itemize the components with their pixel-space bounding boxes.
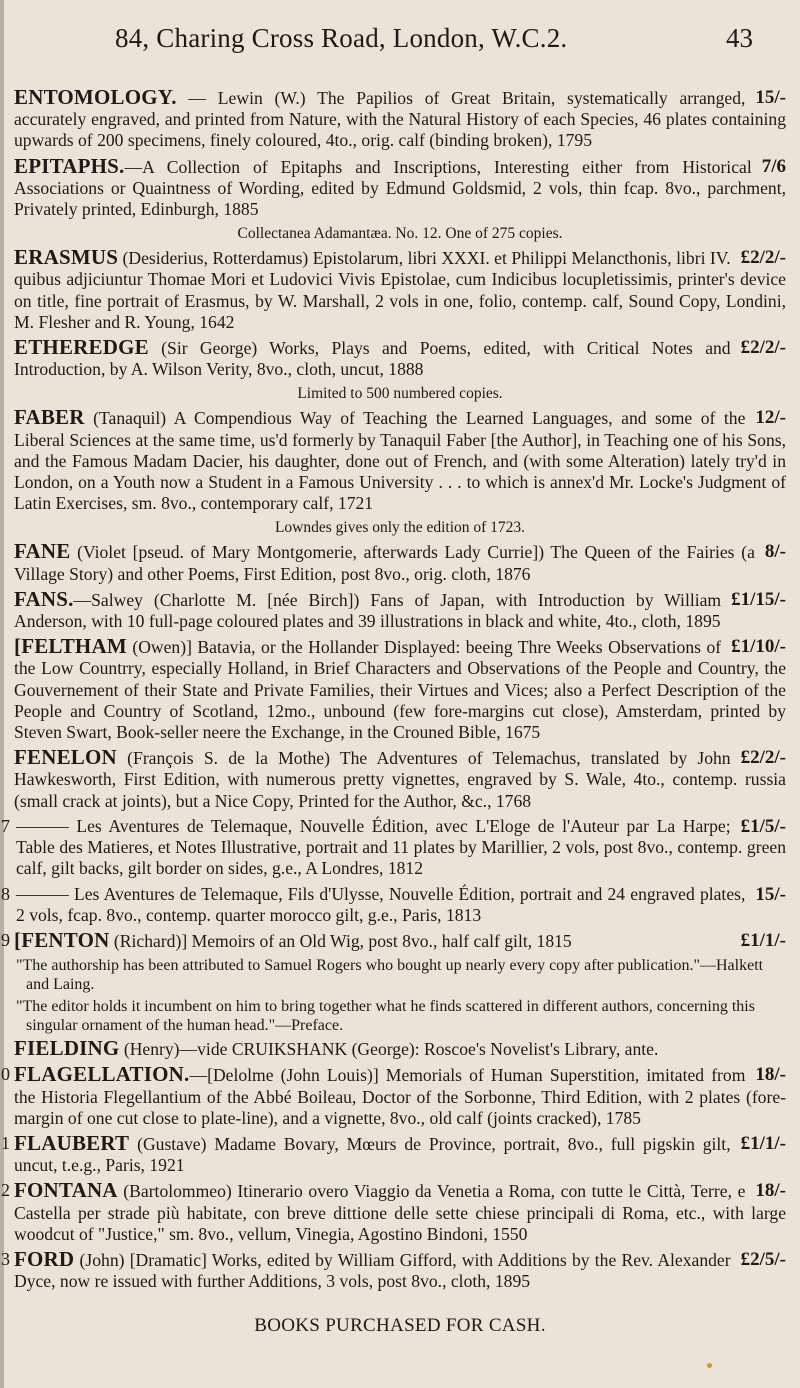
entry-description: (Desiderius, Rotterdamus) Epistolarum, libri XXXI. et Philippi Melancthonis, libri IV. quibus adjiciuntur Thomae Mori et Ludovici Vivis Epistolae, cum Indicibus locupletissimis, printer's device on title, fine portrait of Erasmus, by W. Marshall, 2 vols in one, folio, contemp. calf, Sound Copy, Londini, M. Flesher and R. Young, 1642 [14, 248, 786, 332]
entry-description: (Owen)] Batavia, or the Hollander Displayed: beeing Thre Weeks Observations of the Low Countrry, especially Holland, in Brief Characters and Observations of the People and Country, the Gouvernement of their State and Private Families, their Virtues and Vices; also a Perfect Description of the People and Country of Scotland, 12mo., unbound (few fore-margins cut close), Amsterdam, printed by Steven Swart, Book-seller neere the Exchange, in the Crouned Bible, 1675 [14, 637, 786, 743]
entry-price: 18/- [755, 1180, 786, 1202]
entry-heading: [FELTHAM [14, 634, 127, 659]
entry-description: (François S. de la Mothe) The Adventures of Telemachus, translated by John Hawkesworth, First Edition, with numerous pretty vignettes, engraved by S. Wale, 4to., contemp. russia (small crack at joints), but a Nice Copy, Printed for the Author, &c., 1768 [14, 748, 786, 811]
entry-price: 12/- [755, 407, 786, 429]
entry-description: (Gustave) Madame Bovary, Mœurs de Province, portrait, 8vo., full pigskin gilt, uncut, t.e.g., Paris, 1921 [14, 1133, 731, 1176]
catalogue-entry [14, 407, 786, 514]
entry-price: £2/2/- [740, 337, 786, 359]
catalogue-entry [14, 87, 786, 152]
page-number: 43 [726, 23, 753, 53]
entry-price: £2/2/- [740, 747, 786, 769]
running-header [0, 0, 800, 87]
margin-number: 7 [1, 815, 10, 836]
entry-description: ——— Les Aventures de Telemaque, Fils d'Ulysse, Nouvelle Édition, portrait and 24 engraved plates, 2 vols, fcap. 8vo., contemp. quarter morocco gilt, g.e., Paris, 1813 [16, 883, 746, 925]
catalogue-entry [1, 1178, 786, 1245]
header-address: 84, Charing Cross Road, London, W.C.2. [115, 23, 568, 53]
entry-price: 8/- [764, 541, 786, 563]
entry-price: 18/- [755, 1064, 786, 1086]
entry-heading: ENTOMOLOGY. [14, 85, 177, 109]
entry-description: (John) [Dramatic] Works, edited by William Gifford, with Additions by the Rev. Alexander Dyce, now re issued with further Additions, 3 vols, post 8vo., cloth, 1895 [14, 1249, 731, 1292]
catalogue-entry [1, 1130, 786, 1176]
entry-quote: "The authorship has been attributed to Samuel Rogers who bought up nearly every copy after publication."—Halkett and Laing. [16, 957, 764, 994]
entry-price: 15/- [755, 883, 786, 905]
catalogue-listing [1, 85, 786, 1292]
entry-description: ——— Les Aventures de Telemaque, Nouvelle Édition, avec L'Eloge de l'Auteur par La Harpe; Table des Matieres, et Notes Illustrative, portrait and 11 plates by Marillier, 2 vols, post 8vo., contemp. green calf, gilt backs, gilt border on sides, g.e., A Londres, 1812 [16, 815, 786, 879]
entry-description: —Salwey (Charlotte M. [née Birch]) Fans of Japan, with Introduction by William Anderson, with 10 full-page coloured plates and 39 illustrations in black and white, 4to., cloth, 1895 [14, 589, 722, 632]
entry-description: (Richard)] Memoirs of an Old Wig, post 8vo., half calf gilt, 1815 [109, 930, 572, 951]
catalogue-entry [1, 883, 786, 926]
margin-number: 0 [1, 1064, 10, 1085]
entry-description: — Lewin (W.) The Papilios of Great Britain, systematically arranged, accurately engraved, and printed from Nature, with the Natural History of each Species, 46 plates containing upwards of 200 specimens, finely coloured, 4to., orig. calf (binding broken), 1795 [14, 88, 786, 151]
margin-number: 1 [1, 1132, 10, 1153]
entry-heading: FIELDING [14, 1036, 120, 1061]
entry-price: £1/10/- [731, 636, 786, 658]
entry-heading: FLAUBERT [14, 1130, 130, 1155]
entry-heading: ETHEREDGE [14, 335, 149, 360]
catalogue-entry [14, 1038, 786, 1060]
entry-heading: FENELON [14, 745, 117, 770]
catalogue-entry [1, 1246, 786, 1292]
entry-price: £2/5/- [740, 1248, 786, 1270]
entry-price: £1/15/- [731, 588, 786, 610]
entry-price: £2/2/- [740, 247, 786, 269]
entry-description: —A Collection of Epitaphs and Inscriptions, Interesting either from Historical Associations or Quaintness of Wording, edited by Edmund Goldsmid, 2 vols, thin fcap. 8vo., parchment, Privately printed, Edinburgh, 1885 [14, 156, 786, 220]
catalogue-entry [14, 747, 786, 812]
entry-heading: FORD [14, 1246, 75, 1271]
catalogue-entry [1, 815, 786, 880]
entry-note: Limited to 500 numbered copies. [297, 385, 503, 403]
entry-description: (Sir George) Works, Plays and Poems, edited, with Critical Notes and Introduction, by A. Wilson Verity, 8vo., cloth, uncut, 1888 [14, 338, 731, 380]
entry-description: —[Delolme (John Louis)] Memorials of Human Superstition, imitated from the Historia Flegellantium of the Abbé Boileau, Doctor of the Sorbonne, Third Edition, with 2 plates (fore-margin of one cut close to plate-line), and a vignette, 8vo., old calf (joints cracked), 1785 [14, 1065, 786, 1128]
entry-heading: FANE [14, 539, 71, 564]
entry-heading: [FENTON [14, 927, 110, 952]
entry-heading: FABER [14, 405, 85, 430]
margin-number: 9 [1, 929, 10, 950]
catalogue-entry [14, 247, 786, 333]
entry-heading: FANS. [14, 586, 74, 611]
margin-number: 2 [1, 1180, 10, 1201]
catalogue-entry [14, 541, 786, 584]
entry-description: (Henry)—vide CRUIKSHANK (George): Roscoe's Novelist's Library, ante. [119, 1039, 659, 1060]
entry-price: 7/6 [761, 155, 786, 177]
margin-number: 8 [1, 883, 10, 904]
entry-heading: ERASMUS [14, 245, 119, 270]
catalogue-entry [1, 1062, 786, 1129]
entry-description: (Bartolommeo) Itinerario overo Viaggio da Venetia a Roma, con tutte le Città, Terre, e Castella per strade più habitate, con breve dittione delle sette chiese principali di Roma, etc., with large woodcut of "Justice," sm. 8vo., vellum, Vinegia, Agostino Bindoni, 1550 [14, 1181, 786, 1244]
catalogue-entry [14, 636, 786, 743]
entry-heading: FLAGELLATION. [14, 1062, 190, 1087]
entry-price: £1/1/- [740, 1132, 786, 1154]
entry-description: (Violet [pseud. of Mary Montgomerie, afterwards Lady Currie]) The Queen of the Fairies (a Village Story) and other Poems, First Edition, post 8vo., orig. cloth, 1876 [14, 542, 755, 584]
entry-note: Lowndes gives only the edition of 1723. [274, 519, 526, 537]
catalogue-entry [1, 927, 786, 952]
entry-note: Collectanea Adamantæa. No. 12. One of 275 copies. [237, 225, 563, 243]
footer-notice: BOOKS PURCHASED FOR CASH. [254, 1315, 546, 1337]
catalogue-entry [14, 586, 786, 632]
catalogue-entry [14, 337, 786, 380]
margin-number: 3 [1, 1248, 10, 1269]
entry-price: 15/- [755, 87, 786, 108]
entry-heading: EPITAPHS. [14, 153, 125, 178]
entry-price: £1/1/- [740, 929, 786, 951]
entry-heading: FONTANA [14, 1178, 118, 1203]
entry-price: £1/5/- [740, 815, 786, 837]
entry-description: (Tanaquil) A Compendious Way of Teaching the Learned Languages, and some of the Liberal Sciences at the same time, us'd formerly by Tanaquil Faber [the Author], in Teaching one of his Sons, and the Famous Madam Dacier, his daughter, done out of French, and (with some Alteration) lately try'd in London, on a Youth now a Student in a Famous University . . . to which is annex'd Mr. Locke's Judgment of Latin Exercises, sm. 8vo., contemporary calf, 1721 [14, 408, 786, 514]
entry-quote: "The editor holds it incumbent on him to bring together what he finds scattered in different authors, concerning this singular ornament of the human head."—Preface. [16, 998, 755, 1035]
catalogue-entry [14, 153, 786, 221]
